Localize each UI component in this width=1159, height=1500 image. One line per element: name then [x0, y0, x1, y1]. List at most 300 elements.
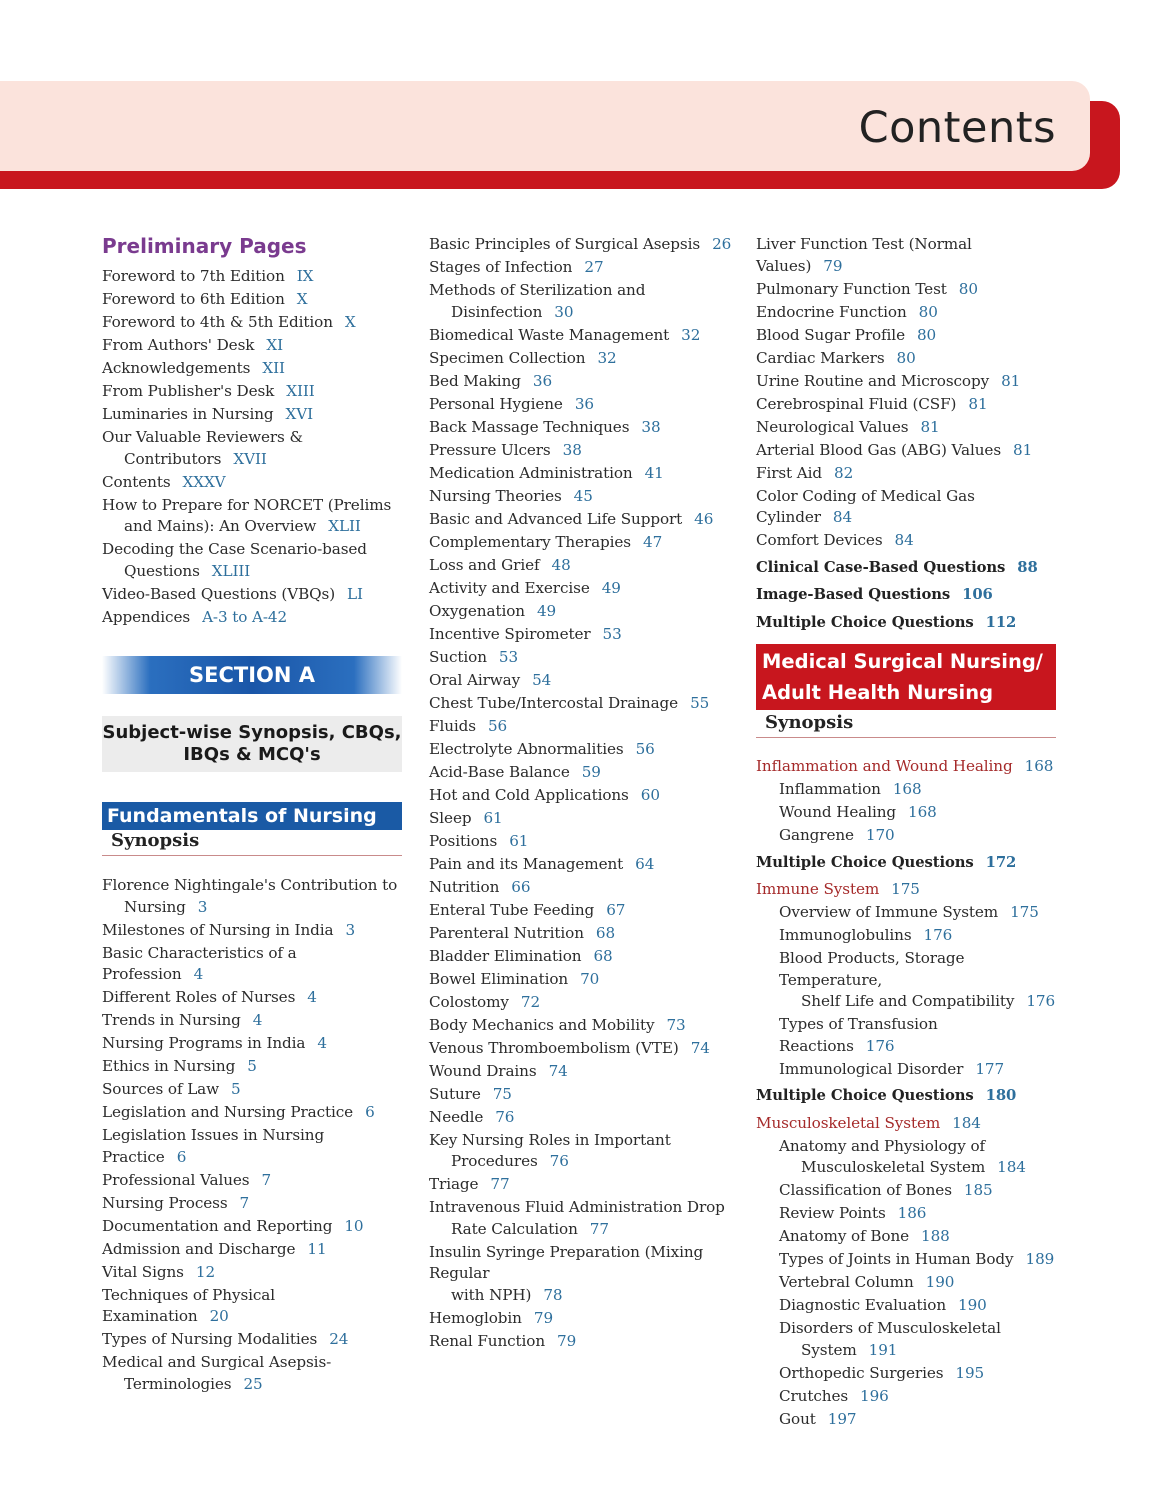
toc-entry-title: Stages of Infection: [429, 258, 573, 276]
toc-entry[interactable]: [756, 1295, 1056, 1317]
lab-values-list: [756, 234, 1056, 552]
toc-entry[interactable]: [102, 495, 402, 538]
toc-page-number: 84: [832, 508, 853, 526]
toc-entry[interactable]: [756, 902, 1056, 924]
toc-page-number: 79: [823, 256, 843, 275]
toc-entry-title: Gangrene: [779, 826, 854, 844]
toc-entry-title: Needle: [429, 1107, 484, 1126]
toc-page-number: 80: [918, 302, 938, 321]
toc-page-number: 175: [891, 880, 920, 898]
toc-page-number: XVII: [233, 449, 267, 468]
toc-page-number: 190: [925, 1273, 955, 1291]
toc-entry[interactable]: [429, 578, 734, 600]
toc-page-number: 81: [1013, 440, 1033, 459]
toc-entry[interactable]: [102, 539, 402, 582]
toc-entry[interactable]: [102, 335, 402, 357]
medsurg-synopsis-label: Synopsis: [765, 712, 854, 733]
toc-entry[interactable]: [756, 948, 1056, 1013]
toc-entry[interactable]: [756, 1113, 1056, 1135]
toc-page-number: 80: [958, 279, 978, 298]
toc-entry[interactable]: [756, 302, 1056, 324]
toc-entry[interactable]: [756, 852, 1056, 874]
toc-entry-title-2: and Mains): An Overview: [124, 517, 317, 535]
toc-entry-title: Liver Function Test (Normal Values): [756, 235, 972, 275]
toc-page-number: 45: [573, 486, 593, 505]
toc-page-number: 196: [860, 1386, 889, 1405]
toc-entry-title: Personal Hygiene: [429, 394, 563, 413]
toc-page-number: XLIII: [211, 561, 251, 580]
toc-entry-title: Suture: [429, 1084, 481, 1103]
toc-entry[interactable]: [429, 877, 734, 899]
section-a-banner: SECTION A: [102, 656, 402, 694]
toc-entry[interactable]: [756, 325, 1056, 347]
toc-entry[interactable]: [102, 1170, 402, 1192]
toc-page-number: 197: [827, 1409, 857, 1428]
toc-entry[interactable]: [756, 879, 1056, 901]
toc-entry-title: Types of Transfusion Reactions: [779, 1015, 938, 1055]
toc-entry-title: Our Valuable Reviewers &: [102, 428, 303, 446]
toc-page-number: 172: [985, 853, 1017, 871]
toc-entry[interactable]: [429, 280, 734, 323]
toc-entry[interactable]: [756, 1014, 1056, 1057]
toc-page-number: 10: [344, 1216, 364, 1235]
toc-entry-title: Sources of Law: [102, 1080, 220, 1098]
toc-entry[interactable]: [429, 532, 734, 554]
preliminary-list: [102, 266, 402, 628]
toc-entry-title-cont: [429, 1151, 734, 1173]
toc-entry-title: Basic Characteristics of a Profession: [102, 943, 297, 983]
toc-entry-title: Review Points: [779, 1204, 886, 1222]
toc-entry[interactable]: [102, 1239, 402, 1261]
column-3: [756, 234, 1056, 1432]
toc-entry-title-2: Disinfection: [451, 302, 543, 321]
toc-entry-title: Multiple Choice Questions: [756, 853, 974, 871]
toc-entry[interactable]: [429, 900, 734, 922]
toc-entry[interactable]: [756, 371, 1056, 393]
toc-entry[interactable]: [429, 624, 734, 646]
toc-entry[interactable]: [102, 1010, 402, 1032]
toc-entry[interactable]: [756, 584, 1056, 606]
toc-entry[interactable]: [756, 417, 1056, 439]
toc-entry[interactable]: [102, 987, 402, 1009]
toc-page-number: 77: [490, 1175, 510, 1193]
toc-entry[interactable]: [429, 923, 734, 945]
toc-page-number: 80: [896, 348, 916, 367]
toc-entry-title: Activity and Exercise: [429, 578, 590, 597]
toc-entry[interactable]: [756, 530, 1056, 552]
toc-entry[interactable]: [429, 739, 734, 761]
toc-entry[interactable]: [102, 1329, 402, 1351]
toc-entry-title: Biomedical Waste Management: [429, 325, 670, 344]
toc-entry[interactable]: [102, 472, 402, 494]
toc-entry-title: Arterial Blood Gas (ABG) Values: [756, 440, 1002, 459]
toc-entry-title: Trends in Nursing: [102, 1011, 241, 1029]
toc-entry[interactable]: [102, 289, 402, 311]
toc-page-number: 61: [509, 831, 529, 850]
musculo-heading: [756, 1113, 1056, 1135]
toc-entry[interactable]: [756, 1249, 1056, 1271]
toc-entry-title: Florence Nightingale's Contribution to: [102, 876, 398, 894]
toc-entry-title: Inflammation and Wound Healing: [756, 757, 1013, 775]
toc-entry[interactable]: [102, 1102, 402, 1124]
toc-entry-title: From Publisher's Desk: [102, 382, 275, 400]
toc-entry-title: Appendices: [102, 607, 191, 626]
toc-entry[interactable]: [429, 394, 734, 416]
toc-page-number: 3: [345, 920, 356, 939]
toc-entry-title: Incentive Spirometer: [429, 624, 591, 643]
toc-entry-title: Cardiac Markers: [756, 348, 885, 367]
toc-entry-title: Comfort Devices: [756, 531, 883, 549]
toc-page-number: 36: [532, 371, 553, 390]
toc-entry[interactable]: [429, 647, 734, 669]
toc-entry[interactable]: [429, 1174, 734, 1196]
toc-entry-title: Wound Drains: [429, 1061, 537, 1080]
toc-entry-title: How to Prepare for NORCET (Prelims: [102, 495, 392, 514]
toc-entry[interactable]: [102, 1285, 402, 1328]
toc-entry[interactable]: [102, 358, 402, 380]
toc-page-number: 190: [958, 1296, 987, 1314]
toc-entry-title: Diagnostic Evaluation: [779, 1296, 947, 1314]
toc-entry[interactable]: [756, 1136, 1056, 1179]
toc-page-number: 81: [968, 394, 988, 413]
toc-page-number: 74: [690, 1038, 710, 1057]
toc-entry[interactable]: [756, 1409, 1056, 1431]
toc-entry-title-2: Shelf Life and Compatibility: [801, 992, 1015, 1010]
toc-entry[interactable]: [429, 463, 734, 485]
toc-page-number: 66: [511, 877, 531, 896]
toc-entry[interactable]: [429, 1015, 734, 1037]
toc-entry[interactable]: [429, 348, 734, 370]
toc-entry[interactable]: [756, 463, 1056, 485]
toc-page-number: 4: [307, 988, 317, 1006]
toc-entry[interactable]: [102, 1262, 402, 1284]
toc-page-number: 59: [581, 762, 601, 781]
toc-page-number: 180: [985, 1087, 1017, 1104]
toc-page-number: 53: [498, 647, 519, 666]
toc-entry-title: First Aid: [756, 463, 823, 482]
toc-page-number: 6: [365, 1103, 375, 1121]
toc-entry-title: Venous Thromboembolism (VTE): [429, 1038, 679, 1057]
toc-entry[interactable]: [756, 234, 1056, 277]
toc-page-number: 61: [483, 808, 503, 827]
toc-entry[interactable]: [756, 802, 1056, 824]
toc-page-number: 176: [1026, 992, 1056, 1010]
toc-entry-title: Pulmonary Function Test: [756, 279, 947, 298]
toc-entry[interactable]: [102, 584, 402, 606]
toc-entry-title-cont: [429, 1285, 734, 1307]
toc-entry[interactable]: [429, 257, 734, 279]
toc-entry-title: Multiple Choice Questions: [756, 1087, 974, 1104]
toc-page-number: XXXV: [182, 472, 226, 491]
toc-page-number: 175: [1010, 903, 1039, 921]
toc-entry[interactable]: [102, 1216, 402, 1238]
fundamentals-list: [102, 875, 402, 1395]
toc-entry[interactable]: [429, 762, 734, 784]
toc-entry[interactable]: [102, 427, 402, 470]
toc-entry[interactable]: [756, 394, 1056, 416]
toc-entry[interactable]: [429, 555, 734, 577]
toc-entry[interactable]: [429, 325, 734, 347]
toc-entry[interactable]: [756, 557, 1056, 579]
toc-entry-title: Legislation Issues in Nursing Practice: [102, 1126, 325, 1166]
toc-entry[interactable]: [756, 1085, 1056, 1107]
toc-page-number: 79: [533, 1308, 554, 1327]
toc-entry[interactable]: [102, 1033, 402, 1055]
toc-entry[interactable]: [429, 1084, 734, 1106]
toc-page-number: XVI: [285, 405, 314, 423]
toc-page-number: 46: [694, 509, 714, 528]
toc-page-number: 3: [197, 897, 208, 916]
toc-page-number: 56: [487, 716, 508, 735]
toc-entry[interactable]: [429, 854, 734, 876]
toc-page-number: 4: [317, 1034, 327, 1052]
toc-entry-title: Immunoglobulins: [779, 926, 912, 944]
toc-entry[interactable]: [756, 825, 1056, 847]
toc-entry[interactable]: [429, 946, 734, 968]
toc-entry[interactable]: [756, 1272, 1056, 1294]
medsurg-synopsis-divider: [756, 737, 1056, 738]
toc-entry-title-cont: [102, 1374, 402, 1396]
toc-page-number: X: [344, 313, 356, 331]
toc-page-number: 27: [584, 258, 604, 276]
toc-entry-title: Contents: [102, 472, 171, 491]
toc-entry[interactable]: [429, 1197, 734, 1240]
toc-entry-title: Basic Principles of Surgical Asepsis: [429, 235, 701, 253]
toc-entry[interactable]: [102, 1352, 402, 1395]
toc-entry-title: Complementary Therapies: [429, 532, 632, 551]
toc-entry-title: Disorders of Musculoskeletal: [779, 1319, 1001, 1337]
toc-entry-title-2: Musculoskeletal System: [801, 1158, 986, 1176]
toc-page-number: 81: [1001, 371, 1021, 390]
toc-entry-title: Vertebral Column: [779, 1273, 914, 1291]
toc-page-number: 112: [985, 613, 1017, 631]
toc-entry-title-2: Questions: [124, 561, 200, 580]
toc-entry[interactable]: [429, 417, 734, 439]
toc-entry-title: Insulin Syringe Preparation (Mixing Regular: [429, 1242, 704, 1282]
toc-page-number: 170: [865, 826, 895, 844]
toc-entry-title: Documentation and Reporting: [102, 1216, 333, 1235]
toc-entry[interactable]: [429, 693, 734, 715]
toc-entry[interactable]: [429, 1107, 734, 1129]
toc-entry[interactable]: [429, 670, 734, 692]
toc-entry[interactable]: [429, 234, 734, 256]
toc-page-number: 11: [307, 1239, 327, 1258]
toc-entry-title: Electrolyte Abnormalities: [429, 739, 624, 758]
toc-page-number: 82: [834, 463, 854, 482]
toc-entry-title: Gout: [779, 1409, 816, 1428]
toc-entry-title: Decoding the Case Scenario-based: [102, 540, 367, 558]
toc-entry-title: Nutrition: [429, 877, 500, 896]
medsurg-title-line-1: Medical Surgical Nursing/: [762, 650, 1043, 673]
toc-entry-title: Blood Products, Storage Temperature,: [779, 949, 965, 989]
toc-entry-title: Colostomy: [429, 992, 509, 1011]
toc-entry-title: Types of Joints in Human Body: [779, 1250, 1014, 1268]
toc-entry[interactable]: [429, 1130, 734, 1173]
toc-entry[interactable]: [756, 756, 1056, 778]
toc-page-number: 106: [962, 586, 993, 603]
toc-page-number: 26: [712, 235, 732, 253]
toc-page-number: 76: [549, 1152, 569, 1170]
toc-entry[interactable]: [102, 1056, 402, 1078]
toc-page-number: 38: [641, 417, 661, 436]
toc-page-number: 60: [640, 785, 660, 804]
toc-entry[interactable]: [102, 943, 402, 986]
toc-page-number: 54: [532, 670, 552, 689]
toc-entry-title-cont: [102, 449, 402, 471]
toc-page-number: IX: [296, 267, 314, 285]
toc-entry[interactable]: [429, 601, 734, 623]
subject-line-1: Subject-wise Synopsis, CBQs,: [102, 722, 402, 743]
toc-page-number: 81: [920, 417, 940, 436]
toc-page-number: 176: [923, 926, 953, 944]
toc-entry[interactable]: [102, 1193, 402, 1215]
toc-entry-title: Luminaries in Nursing: [102, 405, 274, 423]
musculo-sublist: [756, 1136, 1056, 1431]
toc-page-number: XIII: [286, 382, 315, 400]
toc-entry-title: Chest Tube/Intercostal Drainage: [429, 693, 679, 712]
toc-entry[interactable]: [102, 875, 402, 918]
toc-entry-title: Bowel Elimination: [429, 969, 569, 988]
toc-entry[interactable]: [429, 1308, 734, 1330]
toc-entry-title: Specimen Collection: [429, 348, 586, 367]
synopsis-label: Synopsis: [111, 830, 200, 851]
toc-entry[interactable]: [756, 1180, 1056, 1202]
toc-entry[interactable]: [429, 785, 734, 807]
toc-entry[interactable]: [429, 371, 734, 393]
toc-entry-title-2: Terminologies: [124, 1374, 232, 1393]
toc-page-number: 76: [495, 1107, 515, 1126]
toc-entry[interactable]: [756, 1318, 1056, 1361]
toc-entry[interactable]: [429, 1331, 734, 1353]
toc-entry[interactable]: [429, 992, 734, 1014]
medical-surgical-title: [756, 644, 1056, 710]
immune-heading: [756, 879, 1056, 901]
toc-page-number: 168: [908, 803, 937, 821]
toc-entry[interactable]: [429, 509, 734, 531]
toc-entry-title: Hot and Cold Applications: [429, 785, 629, 804]
toc-page-number: 195: [955, 1363, 985, 1382]
toc-entry-title: Sleep: [429, 808, 472, 827]
toc-page-number: 184: [952, 1113, 981, 1132]
toc-entry[interactable]: [756, 1386, 1056, 1408]
toc-entry[interactable]: [102, 1125, 402, 1168]
subject-line-2: IBQs & MCQ's: [183, 744, 321, 765]
toc-page-number: 72: [520, 992, 541, 1011]
toc-page-number: 67: [606, 900, 626, 919]
toc-entry-title: Endocrine Function: [756, 302, 907, 321]
toc-entry-title: Nursing Theories: [429, 486, 562, 505]
toc-entry-title-2: System: [801, 1340, 857, 1359]
toc-page-number: 32: [597, 348, 617, 367]
toc-entry-title: Professional Values: [102, 1170, 250, 1189]
toc-entry-title: Inflammation: [779, 780, 881, 798]
fundamentals-title: Fundamentals of Nursing: [102, 802, 402, 830]
toc-entry-title-2: Rate Calculation: [451, 1219, 578, 1238]
toc-page-number: 68: [595, 923, 616, 942]
toc-entry-title-cont: [429, 302, 734, 324]
toc-page-number: XII: [262, 359, 285, 377]
column-1: [102, 234, 402, 1397]
toc-entry-title: Triage: [429, 1175, 479, 1193]
toc-entry[interactable]: [102, 266, 402, 288]
toc-page-number: 56: [635, 739, 655, 758]
toc-entry[interactable]: [102, 1079, 402, 1101]
toc-page-number: 5: [231, 1080, 241, 1098]
toc-page-number: 47: [643, 532, 663, 551]
toc-entry[interactable]: [756, 440, 1056, 462]
toc-page-number: A-3 to A-42: [202, 607, 288, 626]
toc-entry-title: Immunological Disorder: [779, 1059, 964, 1078]
toc-entry-title: Acknowledgements: [102, 359, 251, 377]
toc-entry[interactable]: [429, 1038, 734, 1060]
toc-entry[interactable]: [756, 279, 1056, 301]
toc-page-number: 168: [1024, 757, 1054, 775]
toc-page-number: 75: [492, 1084, 512, 1103]
toc-entry[interactable]: [429, 486, 734, 508]
toc-entry-title: Foreword to 4th & 5th Edition: [102, 313, 333, 331]
toc-entry[interactable]: [102, 312, 402, 334]
toc-entry[interactable]: [756, 1363, 1056, 1385]
toc-page-number: 30: [554, 302, 574, 321]
toc-entry[interactable]: [756, 612, 1056, 634]
question-list: [756, 557, 1056, 634]
toc-entry-title: Foreword to 7th Edition: [102, 267, 285, 285]
toc-entry[interactable]: [429, 808, 734, 830]
toc-entry[interactable]: [756, 486, 1056, 529]
toc-entry[interactable]: [102, 404, 402, 426]
toc-entry-title: Bladder Elimination: [429, 946, 582, 965]
toc-entry-title: Fluids: [429, 716, 476, 735]
toc-entry[interactable]: [429, 1061, 734, 1083]
toc-entry-title: Pain and its Management: [429, 854, 624, 873]
toc-entry-title: Nursing Process: [102, 1193, 228, 1212]
toc-entry-title-cont: [429, 1219, 734, 1241]
toc-entry-title: Basic and Advanced Life Support: [429, 509, 683, 528]
toc-entry[interactable]: [102, 920, 402, 942]
toc-page-number: 88: [1017, 558, 1038, 576]
toc-page-number: 36: [574, 394, 594, 413]
toc-entry[interactable]: [429, 1242, 734, 1307]
toc-entry[interactable]: [756, 1059, 1056, 1081]
toc-entry[interactable]: [756, 925, 1056, 947]
toc-entry[interactable]: [429, 716, 734, 738]
toc-entry[interactable]: [756, 779, 1056, 801]
toc-page-number: 188: [921, 1227, 950, 1245]
toc-entry-title-2: Procedures: [451, 1152, 538, 1170]
toc-entry[interactable]: [756, 348, 1056, 370]
toc-entry-title: Parenteral Nutrition: [429, 923, 584, 942]
toc-entry-title-cont: [779, 991, 1056, 1013]
toc-page-number: XI: [266, 336, 283, 354]
toc-entry[interactable]: [429, 969, 734, 991]
toc-entry-title: Pressure Ulcers: [429, 440, 551, 459]
toc-entry-title: Multiple Choice Questions: [756, 613, 974, 631]
toc-entry[interactable]: [102, 381, 402, 403]
toc-page-number: 77: [589, 1219, 609, 1238]
toc-entry[interactable]: [102, 607, 402, 629]
mcq-immune: [756, 1085, 1056, 1107]
preliminary-pages-heading: Preliminary Pages: [102, 234, 307, 258]
toc-page-number: 24: [329, 1330, 349, 1348]
toc-page-number: 53: [602, 624, 622, 643]
toc-page-number: 38: [562, 440, 582, 459]
toc-entry-title: Blood Sugar Profile: [756, 325, 905, 344]
toc-entry[interactable]: [756, 1226, 1056, 1248]
toc-entry[interactable]: [429, 831, 734, 853]
toc-entry[interactable]: [756, 1203, 1056, 1225]
toc-entry[interactable]: [429, 440, 734, 462]
toc-page-number: 189: [1025, 1250, 1055, 1268]
